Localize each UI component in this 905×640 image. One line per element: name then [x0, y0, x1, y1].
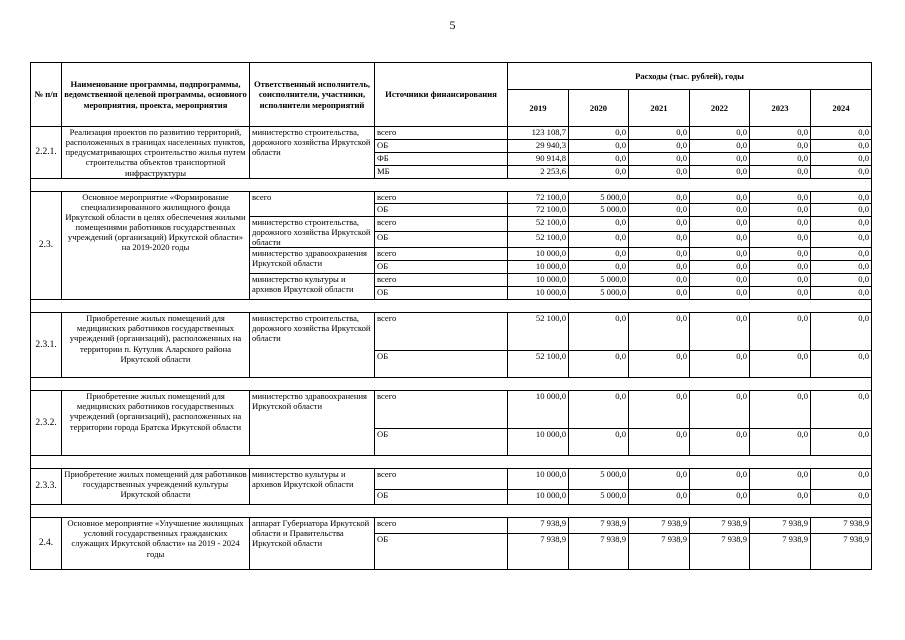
- expense-value: 0,0: [690, 287, 750, 300]
- header-year: 2023: [750, 90, 811, 127]
- expense-value: 7 938,9: [750, 518, 811, 534]
- expense-value: 10 000,0: [508, 274, 569, 287]
- expense-value: 52 100,0: [508, 351, 569, 378]
- expense-value: 0,0: [569, 232, 629, 248]
- spacer-cell: [31, 505, 872, 518]
- expense-value: 5 000,0: [569, 287, 629, 300]
- spacer-row: [31, 456, 872, 469]
- expense-value: 0,0: [690, 127, 750, 140]
- expense-value: 0,0: [690, 490, 750, 505]
- expense-value: 0,0: [750, 313, 811, 351]
- header-year: 2021: [629, 90, 690, 127]
- expense-value: 0,0: [629, 232, 690, 248]
- expense-value: 5 000,0: [569, 203, 629, 216]
- expense-value: 0,0: [629, 248, 690, 261]
- expense-value: 0,0: [690, 203, 750, 216]
- expense-value: 10 000,0: [508, 261, 569, 274]
- table-row: [31, 191, 872, 203]
- expense-value: 0,0: [629, 287, 690, 300]
- expense-value: 0,0: [811, 313, 872, 351]
- item-executor: министерство строительства, дорожного хозяйства Иркутской области: [250, 127, 375, 179]
- item-number: 2.3.2.: [31, 391, 62, 456]
- expense-value: 0,0: [629, 165, 690, 178]
- table-row: [31, 313, 872, 351]
- expense-value: 0,0: [750, 261, 811, 274]
- expense-value: 7 938,9: [690, 518, 750, 534]
- funding-source: всего: [375, 248, 508, 261]
- spacer-row: [31, 300, 872, 313]
- expense-value: 0,0: [811, 391, 872, 429]
- expense-value: 0,0: [811, 152, 872, 165]
- header-year: 2019: [508, 90, 569, 127]
- expense-value: 0,0: [690, 313, 750, 351]
- table-row: [31, 518, 872, 534]
- expense-value: 90 914,8: [508, 152, 569, 165]
- expense-value: 0,0: [811, 274, 872, 287]
- expense-value: 0,0: [629, 391, 690, 429]
- spacer-row: [31, 178, 872, 191]
- funding-source: всего: [375, 127, 508, 140]
- expense-value: 0,0: [629, 313, 690, 351]
- spacer-cell: [31, 300, 872, 313]
- expense-value: 0,0: [629, 139, 690, 152]
- expense-value: 0,0: [750, 274, 811, 287]
- expense-value: 0,0: [629, 191, 690, 203]
- expense-value: 0,0: [750, 429, 811, 456]
- expense-value: 0,0: [690, 248, 750, 261]
- expense-value: 29 940,3: [508, 139, 569, 152]
- expense-value: 7 938,9: [629, 534, 690, 570]
- expense-value: 0,0: [750, 469, 811, 490]
- expense-value: 0,0: [750, 191, 811, 203]
- item-executor: министерство культуры и архивов Иркутской области: [250, 469, 375, 505]
- expense-value: 0,0: [690, 191, 750, 203]
- expense-value: 0,0: [750, 490, 811, 505]
- expense-value: 7 938,9: [811, 534, 872, 570]
- expense-value: 2 253,6: [508, 165, 569, 178]
- expense-value: 0,0: [569, 391, 629, 429]
- expense-value: 10 000,0: [508, 490, 569, 505]
- expense-value: 0,0: [629, 152, 690, 165]
- expense-value: 0,0: [811, 216, 872, 232]
- expense-value: 0,0: [569, 261, 629, 274]
- item-number: 2.3.: [31, 191, 62, 299]
- spacer-cell: [31, 178, 872, 191]
- funding-source: ОБ: [375, 534, 508, 570]
- item-executor: министерство здравоохранения Иркутской области: [250, 391, 375, 456]
- expense-value: 5 000,0: [569, 490, 629, 505]
- expense-value: 10 000,0: [508, 248, 569, 261]
- expense-value: 0,0: [750, 165, 811, 178]
- expense-value: 0,0: [569, 139, 629, 152]
- funding-source: всего: [375, 313, 508, 351]
- funding-source: ОБ: [375, 139, 508, 152]
- expense-value: 0,0: [569, 351, 629, 378]
- expense-value: 0,0: [750, 287, 811, 300]
- expense-value: 0,0: [569, 127, 629, 140]
- funding-source: ФБ: [375, 152, 508, 165]
- expense-value: 0,0: [811, 127, 872, 140]
- expense-value: 10 000,0: [508, 429, 569, 456]
- spacer-cell: [31, 378, 872, 391]
- expense-value: 0,0: [569, 429, 629, 456]
- funding-source: ОБ: [375, 351, 508, 378]
- expense-value: 0,0: [811, 490, 872, 505]
- expense-value: 5 000,0: [569, 469, 629, 490]
- item-number: 2.2.1.: [31, 127, 62, 179]
- expense-value: 7 938,9: [811, 518, 872, 534]
- header-expenses: Расходы (тыс. рублей), годы: [508, 63, 872, 90]
- expense-value: 0,0: [811, 351, 872, 378]
- expense-value: 0,0: [750, 351, 811, 378]
- expense-value: 7 938,9: [629, 518, 690, 534]
- expense-value: 7 938,9: [508, 534, 569, 570]
- expense-value: 0,0: [811, 203, 872, 216]
- expense-value: 0,0: [629, 203, 690, 216]
- expense-value: 5 000,0: [569, 274, 629, 287]
- expense-value: 0,0: [690, 216, 750, 232]
- expense-value: 0,0: [750, 139, 811, 152]
- expense-value: 5 000,0: [569, 191, 629, 203]
- expense-value: 0,0: [690, 469, 750, 490]
- spacer-row: [31, 505, 872, 518]
- header-source: Источники финансирования: [375, 63, 508, 127]
- expense-value: 0,0: [629, 127, 690, 140]
- spacer-cell: [31, 456, 872, 469]
- expense-value: 0,0: [629, 351, 690, 378]
- funding-source: МБ: [375, 165, 508, 178]
- expense-value: 0,0: [690, 274, 750, 287]
- table-row: [31, 391, 872, 429]
- item-number: 2.3.3.: [31, 469, 62, 505]
- expense-value: 0,0: [750, 391, 811, 429]
- item-executor: министерство строительства, дорожного хозяйства Иркутской области: [250, 313, 375, 378]
- expense-value: 52 100,0: [508, 216, 569, 232]
- table-row: [31, 127, 872, 140]
- expense-value: 0,0: [690, 391, 750, 429]
- expense-value: 0,0: [811, 191, 872, 203]
- funding-source: ОБ: [375, 203, 508, 216]
- item-executor: аппарат Губернатора Иркутской области и Правительства Иркутской области: [250, 518, 375, 570]
- expense-value: 7 938,9: [690, 534, 750, 570]
- expense-value: 52 100,0: [508, 232, 569, 248]
- funding-source: ОБ: [375, 429, 508, 456]
- funding-source: всего: [375, 391, 508, 429]
- expense-value: 0,0: [629, 274, 690, 287]
- item-name: Основное мероприятие «Формирование специализированного жилищного фонда Иркутской области в целях обеспечения жилыми помещениями работников государственных учреждений (организаций) Иркутской области» на 2019-2020 годы: [62, 191, 250, 299]
- expense-value: 72 100,0: [508, 203, 569, 216]
- expense-value: 0,0: [750, 127, 811, 140]
- header-year: 2020: [569, 90, 629, 127]
- expense-value: 0,0: [629, 216, 690, 232]
- header-name: Наименование программы, подпрограммы, ведомственной целевой программы, основного мероприятия, проекта, мероприятия: [62, 63, 250, 127]
- expense-value: 7 938,9: [569, 518, 629, 534]
- funding-source: ОБ: [375, 287, 508, 300]
- expense-value: 0,0: [629, 429, 690, 456]
- page-number: 5: [449, 18, 456, 32]
- table-row: [31, 469, 872, 490]
- header-year: 2022: [690, 90, 750, 127]
- item-name: Приобретение жилых помещений для медицинских работников государственных учреждений (организаций), расположенных на территории п. Кутулик Аларского района Иркутской области: [62, 313, 250, 378]
- expense-value: 7 938,9: [508, 518, 569, 534]
- expense-value: 0,0: [750, 152, 811, 165]
- expense-value: 0,0: [690, 152, 750, 165]
- expense-value: 0,0: [569, 313, 629, 351]
- expense-value: 10 000,0: [508, 391, 569, 429]
- expense-value: 72 100,0: [508, 191, 569, 203]
- expense-value: 0,0: [690, 351, 750, 378]
- item-executor: министерство здравоохранения Иркутской области: [250, 248, 375, 274]
- item-number: 2.3.1.: [31, 313, 62, 378]
- expense-value: 0,0: [811, 139, 872, 152]
- expense-value: 0,0: [811, 232, 872, 248]
- expense-value: 0,0: [811, 287, 872, 300]
- funding-source: ОБ: [375, 261, 508, 274]
- item-executor: министерство строительства, дорожного хозяйства Иркутской области: [250, 216, 375, 247]
- expense-value: 0,0: [690, 429, 750, 456]
- expense-value: 0,0: [629, 490, 690, 505]
- expense-value: 0,0: [569, 216, 629, 232]
- expense-value: 0,0: [811, 469, 872, 490]
- item-executor: всего: [250, 191, 375, 216]
- expense-value: 0,0: [811, 248, 872, 261]
- funding-source: всего: [375, 469, 508, 490]
- expense-value: 7 938,9: [750, 534, 811, 570]
- header-executor: Ответственный исполнитель, соисполнители, участники, исполнители мероприятий: [250, 63, 375, 127]
- expense-value: 0,0: [690, 232, 750, 248]
- expense-value: 0,0: [569, 165, 629, 178]
- expense-value: 0,0: [811, 429, 872, 456]
- funding-source: всего: [375, 191, 508, 203]
- funding-source: всего: [375, 274, 508, 287]
- item-number: 2.4.: [31, 518, 62, 570]
- expense-value: 0,0: [811, 165, 872, 178]
- expense-value: 0,0: [690, 261, 750, 274]
- funding-source: ОБ: [375, 490, 508, 505]
- expense-value: 0,0: [750, 248, 811, 261]
- expense-value: 0,0: [750, 216, 811, 232]
- expense-value: 52 100,0: [508, 313, 569, 351]
- header-year: 2024: [811, 90, 872, 127]
- expense-value: 0,0: [569, 152, 629, 165]
- expense-value: 0,0: [690, 139, 750, 152]
- expense-value: 7 938,9: [569, 534, 629, 570]
- expense-value: 0,0: [629, 469, 690, 490]
- budget-table: [30, 62, 872, 570]
- expense-value: 0,0: [690, 165, 750, 178]
- item-name: Основное мероприятие «Улучшение жилищных условий государственных гражданских служащих Иркутской области» на 2019 - 2024 годы: [62, 518, 250, 570]
- expense-value: 0,0: [569, 248, 629, 261]
- funding-source: ОБ: [375, 232, 508, 248]
- expense-value: 0,0: [629, 261, 690, 274]
- item-name: Реализация проектов по развитию территорий, расположенных в границах населенных пунктов, предусматривающих строительство жилья путем строительства объектов транспортной инфраструктуры: [62, 127, 250, 179]
- expense-value: 0,0: [750, 232, 811, 248]
- table-body: [31, 127, 872, 570]
- header-num: № п/п: [31, 63, 62, 127]
- expense-value: 123 108,7: [508, 127, 569, 140]
- spacer-row: [31, 378, 872, 391]
- expense-value: 10 000,0: [508, 287, 569, 300]
- item-executor: министерство культуры и архивов Иркутской области: [250, 274, 375, 300]
- expense-value: 0,0: [750, 203, 811, 216]
- expense-value: 10 000,0: [508, 469, 569, 490]
- funding-source: всего: [375, 216, 508, 232]
- item-name: Приобретение жилых помещений для работников государственных учреждений культуры Иркутской области: [62, 469, 250, 505]
- expense-value: 0,0: [811, 261, 872, 274]
- funding-source: всего: [375, 518, 508, 534]
- item-name: Приобретение жилых помещений для медицинских работников государственных учреждений (организаций), расположенных на территории города Братска Иркутской области: [62, 391, 250, 456]
